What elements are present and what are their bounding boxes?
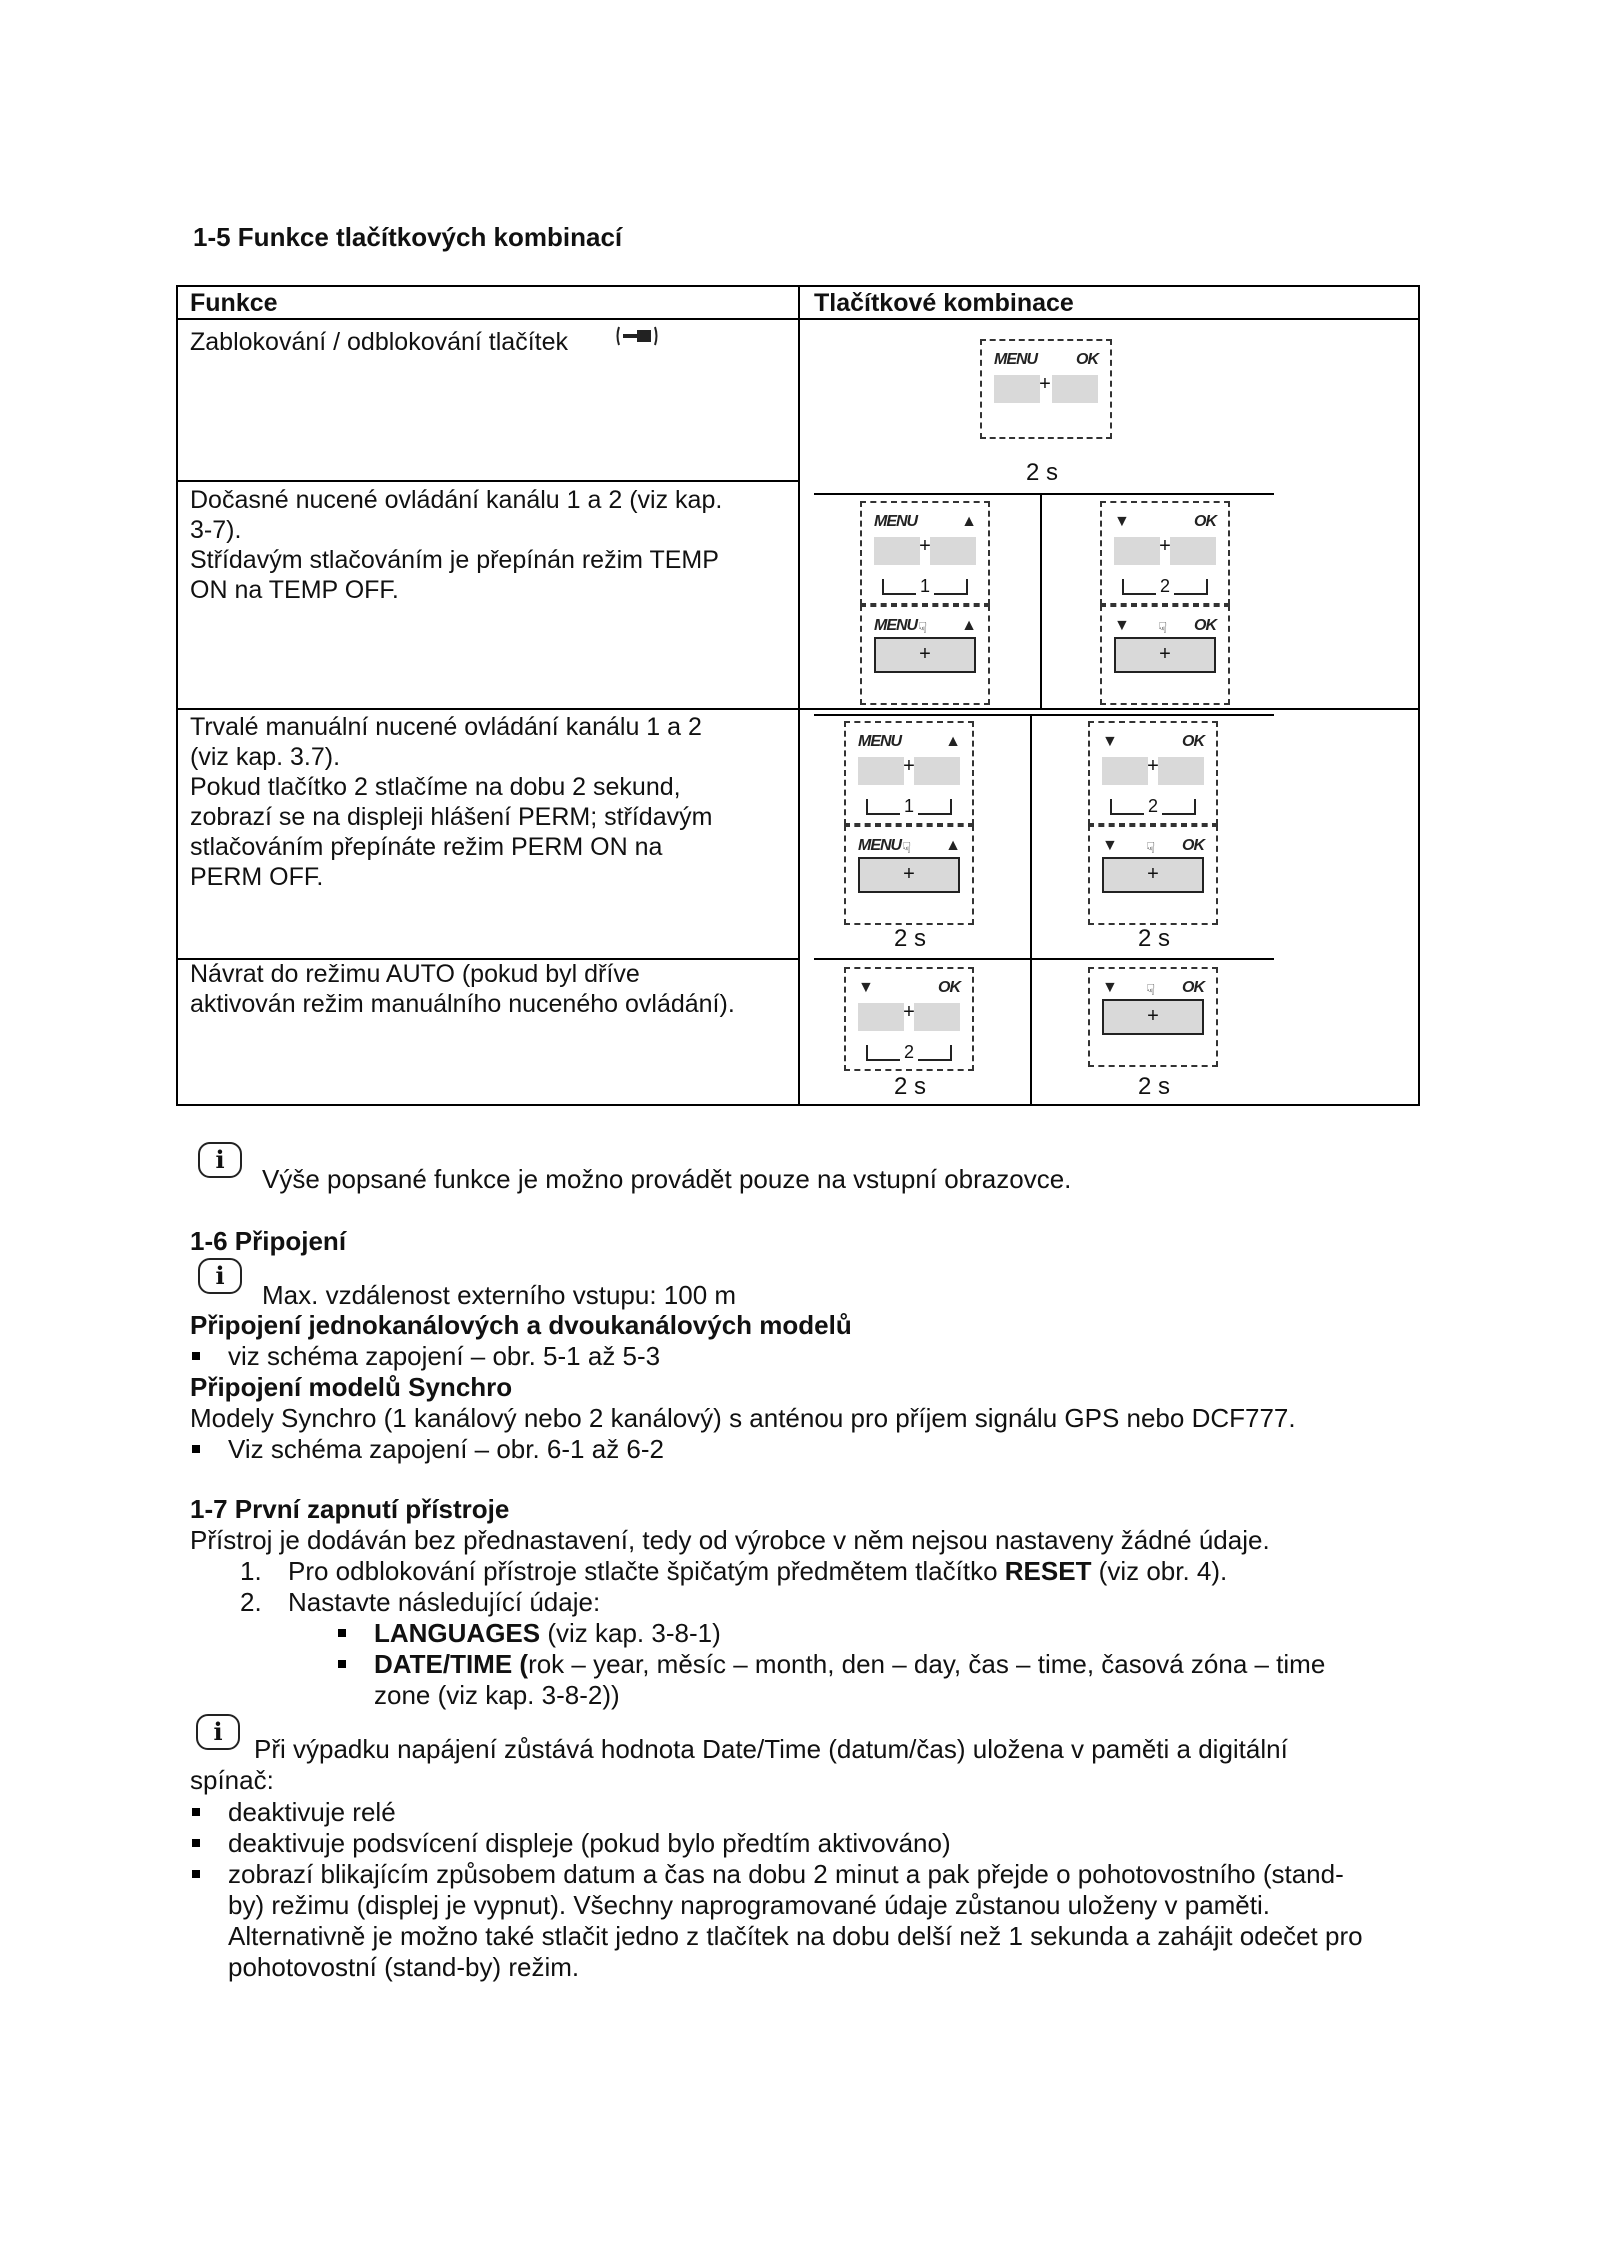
row3-line5: stlačováním přepínáte režim PERM ON na	[190, 833, 663, 861]
menu-key-label: MENU	[874, 617, 918, 634]
hand-icon: ☟	[1146, 840, 1156, 857]
bullet	[192, 1839, 200, 1847]
down-arrow-icon: ▼	[1114, 617, 1129, 634]
plus-sign: +	[919, 643, 931, 665]
right-divider-1	[814, 493, 1274, 495]
menu-key	[874, 537, 920, 565]
ok-key-label: OK	[1182, 979, 1204, 996]
button-combinations-table	[176, 285, 1420, 1106]
channel-number: 1	[900, 796, 918, 816]
right-divider-2	[814, 714, 1274, 716]
down-arrow-icon: ▼	[1114, 513, 1129, 530]
bullet	[192, 1352, 200, 1360]
section-heading-1-6: 1-6 Připojení	[190, 1226, 347, 1256]
note-input-screen: Výše popsané funkce je možno provádět pouze na vstupní obrazovce.	[262, 1164, 1072, 1194]
ok-key-label: OK	[1194, 617, 1216, 634]
col-header-combination: Tlačítkové kombinace	[814, 289, 1074, 317]
ok-key	[1158, 757, 1204, 785]
duration-label: 2 s	[1138, 1073, 1171, 1100]
note-max-distance: Max. vzdálenost externího vstupu: 100 m	[262, 1280, 737, 1310]
menu-key-label: MENU	[858, 837, 902, 854]
menu-key	[858, 757, 904, 785]
plus-sign: +	[919, 535, 931, 557]
menu-key-label: MENU	[858, 733, 902, 750]
down-arrow-icon: ▼	[1102, 733, 1117, 750]
up-arrow-icon: ▲	[961, 513, 976, 530]
keypad-down-ok-ch2-auto	[844, 967, 974, 1071]
row3-line3: Pokud tlačítko 2 stlačíme na dobu 2 sekund,	[190, 773, 681, 801]
row3-line6: PERM OFF.	[190, 863, 324, 891]
info-icon: i	[198, 1142, 242, 1178]
plus-sign: +	[1147, 863, 1159, 885]
ok-key-label: OK	[1076, 351, 1098, 368]
up-arrow-icon: ▲	[945, 837, 960, 854]
datetime-text: rok – year, měsíc – month, den – day, čas – time, časová zóna – time	[528, 1649, 1326, 1679]
bullet	[192, 1445, 200, 1453]
row3-line4: zobrazí se na displeji hlášení PERM; střídavým	[190, 803, 713, 831]
keypad-menu-up-pressed	[860, 605, 990, 705]
ok-key	[914, 1003, 960, 1031]
row1-line1: Zablokování / odblokování tlačítek	[190, 328, 569, 356]
sub-datetime-cont: zone (viz kap. 3-8-2))	[374, 1680, 620, 1710]
plus-sign: +	[1159, 535, 1171, 557]
plus-sign: +	[903, 1001, 915, 1023]
keypad-menu-up-ch1	[860, 501, 990, 605]
datetime-keyword: DATE/TIME (	[374, 1649, 529, 1679]
channel-number: 2	[900, 1042, 918, 1062]
bullet-wiring-5: viz schéma zapojení – obr. 5-1 až 5-3	[228, 1341, 661, 1371]
down-key	[1102, 757, 1148, 785]
subheading-synchro: Připojení modelů Synchro	[190, 1372, 513, 1402]
hand-icon: ☟	[1146, 982, 1156, 999]
step-1-number: 1.	[240, 1556, 262, 1586]
row2-line2: 3-7).	[190, 516, 242, 544]
row2-line4: ON na TEMP OFF.	[190, 576, 399, 604]
step-1	[288, 1556, 1227, 1587]
menu-key-label: MENU	[874, 513, 918, 530]
menu-key-label: MENU	[994, 351, 1038, 368]
column-divider	[798, 287, 800, 1104]
bullet-backlight: deaktivuje podsvícení displeje (pokud bylo předtím aktivováno)	[228, 1828, 951, 1858]
plus-sign: +	[903, 863, 915, 885]
ok-key	[1170, 537, 1216, 565]
up-arrow-icon: ▲	[961, 617, 976, 634]
keypad-down-ok-pressed-perm	[1088, 825, 1218, 925]
keypad-menu-up-pressed-perm	[844, 825, 974, 925]
row-divider-2	[178, 708, 1418, 710]
down-key	[1114, 537, 1160, 565]
bullet	[338, 1629, 346, 1637]
row4-line1: Návrat do režimu AUTO (pokud byl dříve	[190, 960, 640, 988]
reset-keyword: RESET	[1004, 1556, 1092, 1586]
sub-datetime	[374, 1649, 1325, 1680]
row4-line2: aktivován režim manuálního nuceného ovládání).	[190, 990, 735, 1018]
languages-ref: (viz kap. 3-8-1)	[540, 1618, 721, 1648]
plus-sign: +	[1039, 373, 1051, 395]
right-vdivider-1	[1040, 495, 1042, 708]
channel-number: 2	[1156, 576, 1174, 596]
section-heading-1-7: 1-7 První zapnutí přístroje	[190, 1494, 510, 1524]
row3-line2: (viz kap. 3.7).	[190, 743, 341, 771]
ok-key	[1052, 375, 1098, 403]
section-heading-1-5: 1-5 Funkce tlačítkových kombinací	[193, 222, 623, 252]
bullet-standby-3: Alternativně je možno také stlačit jedno z tlačítek na dobu delší než 1 sekunda a zahájit odečet pro	[228, 1921, 1363, 1951]
hand-icon: ☟	[918, 620, 928, 637]
languages-keyword: LANGUAGES	[374, 1618, 541, 1648]
up-key	[930, 537, 976, 565]
ok-key-label: OK	[1182, 733, 1204, 750]
synchro-description: Modely Synchro (1 kanálový nebo 2 kanálový) s anténou pro příjem signálu GPS nebo DCF777.	[190, 1403, 1296, 1433]
info-icon: i	[196, 1714, 240, 1750]
bullet	[192, 1808, 200, 1816]
plus-sign: +	[903, 755, 915, 777]
hand-icon: ☟	[902, 840, 912, 857]
keypad-down-ok-pressed-auto	[1088, 967, 1218, 1067]
right-vdivider-2	[1030, 714, 1032, 1104]
right-divider-3	[814, 958, 1274, 960]
row3-line1: Trvalé manuální nucené ovládání kanálu 1 a 2	[190, 713, 702, 741]
duration-label: 2 s	[1026, 459, 1059, 486]
keypad-down-ok-ch2	[1100, 501, 1230, 605]
down-arrow-icon: ▼	[1102, 979, 1117, 996]
bullet-standby-1: zobrazí blikajícím způsobem datum a čas na dobu 2 minut a pak přejde o pohotovostního (stand-	[228, 1859, 1344, 1889]
bullet-relay: deaktivuje relé	[228, 1797, 396, 1827]
plus-sign: +	[1147, 755, 1159, 777]
duration-label: 2 s	[1138, 925, 1171, 952]
key-lock-icon	[615, 323, 659, 349]
down-arrow-icon: ▼	[858, 979, 873, 996]
duration-label: 2 s	[894, 925, 927, 952]
sub-languages	[374, 1618, 721, 1649]
bullet-standby-4: pohotovostní (stand-by) režim.	[228, 1952, 580, 1982]
ok-key-label: OK	[938, 979, 960, 996]
step-1-text: Pro odblokování přístroje stlačte špičatým předmětem tlačítko	[288, 1556, 1005, 1586]
ok-key-label: OK	[1182, 837, 1204, 854]
col-header-function: Funkce	[190, 289, 278, 317]
channel-number: 2	[1144, 796, 1162, 816]
down-arrow-icon: ▼	[1102, 837, 1117, 854]
step-2-number: 2.	[240, 1587, 262, 1617]
step-2: Nastavte následující údaje:	[288, 1587, 601, 1617]
down-key	[858, 1003, 904, 1031]
keypad-down-ok-pressed	[1100, 605, 1230, 705]
up-key	[914, 757, 960, 785]
bullet	[338, 1660, 346, 1668]
keypad-down-ok-ch2-perm	[1088, 721, 1218, 825]
power-failure-note-1: Při výpadku napájení zůstává hodnota Date/Time (datum/čas) uložena v paměti a digitální	[254, 1734, 1288, 1764]
step-1-ref: (viz obr. 4).	[1091, 1556, 1228, 1586]
plus-sign: +	[1147, 1005, 1159, 1027]
bullet-wiring-6: Viz schéma zapojení – obr. 6-1 až 6-2	[228, 1434, 664, 1464]
menu-key	[994, 375, 1040, 403]
bullet-standby-2: by) režimu (displej je vypnut). Všechny naprogramované údaje zůstanou uloženy v paměti.	[228, 1890, 1270, 1920]
duration-label: 2 s	[894, 1073, 927, 1100]
keypad-menu-up-ch1-perm	[844, 721, 974, 825]
up-arrow-icon: ▲	[945, 733, 960, 750]
ok-key-label: OK	[1194, 513, 1216, 530]
power-failure-note-2: spínač:	[190, 1765, 274, 1795]
hand-icon: ☟	[1158, 620, 1168, 637]
keypad-menu-ok	[980, 339, 1112, 439]
bullet	[192, 1870, 200, 1878]
row2-line3: Střídavým stlačováním je přepínán režim TEMP	[190, 546, 719, 574]
row-divider-1	[178, 480, 798, 482]
plus-sign: +	[1159, 643, 1171, 665]
subheading-single-dual: Připojení jednokanálových a dvoukanálových modelů	[190, 1310, 852, 1340]
intro-paragraph: Přístroj je dodáván bez přednastavení, tedy od výrobce v něm nejsou nastaveny žádné údaje.	[190, 1525, 1270, 1555]
row2-line1: Dočasné nucené ovládání kanálu 1 a 2 (viz kap.	[190, 486, 723, 514]
channel-number: 1	[916, 576, 934, 596]
info-icon: i	[198, 1258, 242, 1294]
